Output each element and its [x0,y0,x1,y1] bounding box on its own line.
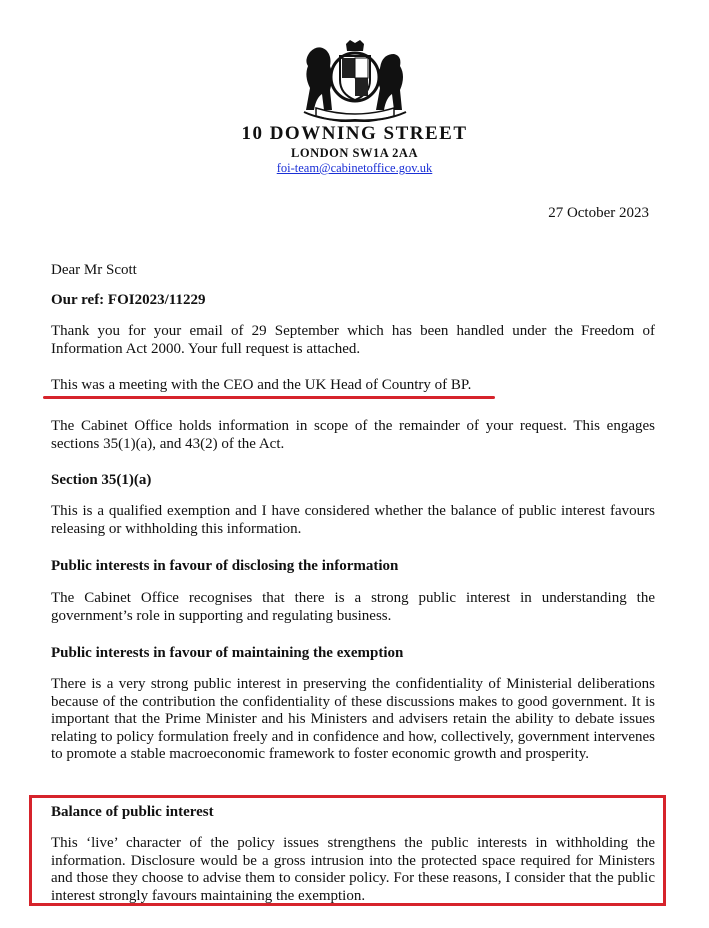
disclosing-paragraph: The Cabinet Office recognises that there is a strong public interest in understanding the government’s role in supporting and regulating business. [51,590,655,624]
disclosing-heading: Public interests in favour of disclosing the information [51,558,399,574]
balance-paragraph: This ‘live’ character of the policy issues strengthens the public interests in withholding the information. Disclosure would be a gross intrusion into the protected space required for Ministers and those they choose to advise them to consider policy. For these reasons, I consider that the public interest strongly favours maintaining the exemption. [51,835,655,904]
annotation-underline [43,396,495,399]
maintaining-paragraph: There is a very strong public interest in preserving the confidentiality of Ministerial deliberations because of the contribution the confidentiality of these discussions makes to good government. It is important that the Prime Minister and his Ministers and advisers retain the ability to debate issues relating to policy formulation freely and in confidence and how, collectively, government intervenes to promote a stable macroeconomic framework to foster economic growth and prosperity. [51,676,655,762]
reference-number: Our ref: FOI2023/11229 [51,292,206,308]
balance-heading: Balance of public interest [51,804,214,820]
royal-coat-of-arms-icon [296,38,414,122]
intro-paragraph: Thank you for your email of 29 September which has been handled under the Freedom of Information Act 2000. Your full request is attached. [51,323,655,357]
scope-paragraph: The Cabinet Office holds information in scope of the remainder of your request. This engages sections 35(1)(a), and 43(2) of the Act. [51,418,655,452]
letterhead-title: 10 DOWNING STREET [241,123,468,144]
meeting-paragraph: This was a meeting with the CEO and the UK Head of Country of BP. [51,377,472,393]
salutation: Dear Mr Scott [51,262,137,278]
qualified-paragraph: This is a qualified exemption and I have considered whether the balance of public interest favours releasing or withholding this information. [51,503,655,537]
letterhead-address: LONDON SW1A 2AA [291,146,418,160]
letterhead-email-link[interactable]: foi-team@cabinetoffice.gov.uk [276,161,433,175]
letter-date: 27 October 2023 [548,205,649,221]
maintaining-heading: Public interests in favour of maintaining the exemption [51,645,404,661]
section-heading: Section 35(1)(a) [51,472,152,488]
